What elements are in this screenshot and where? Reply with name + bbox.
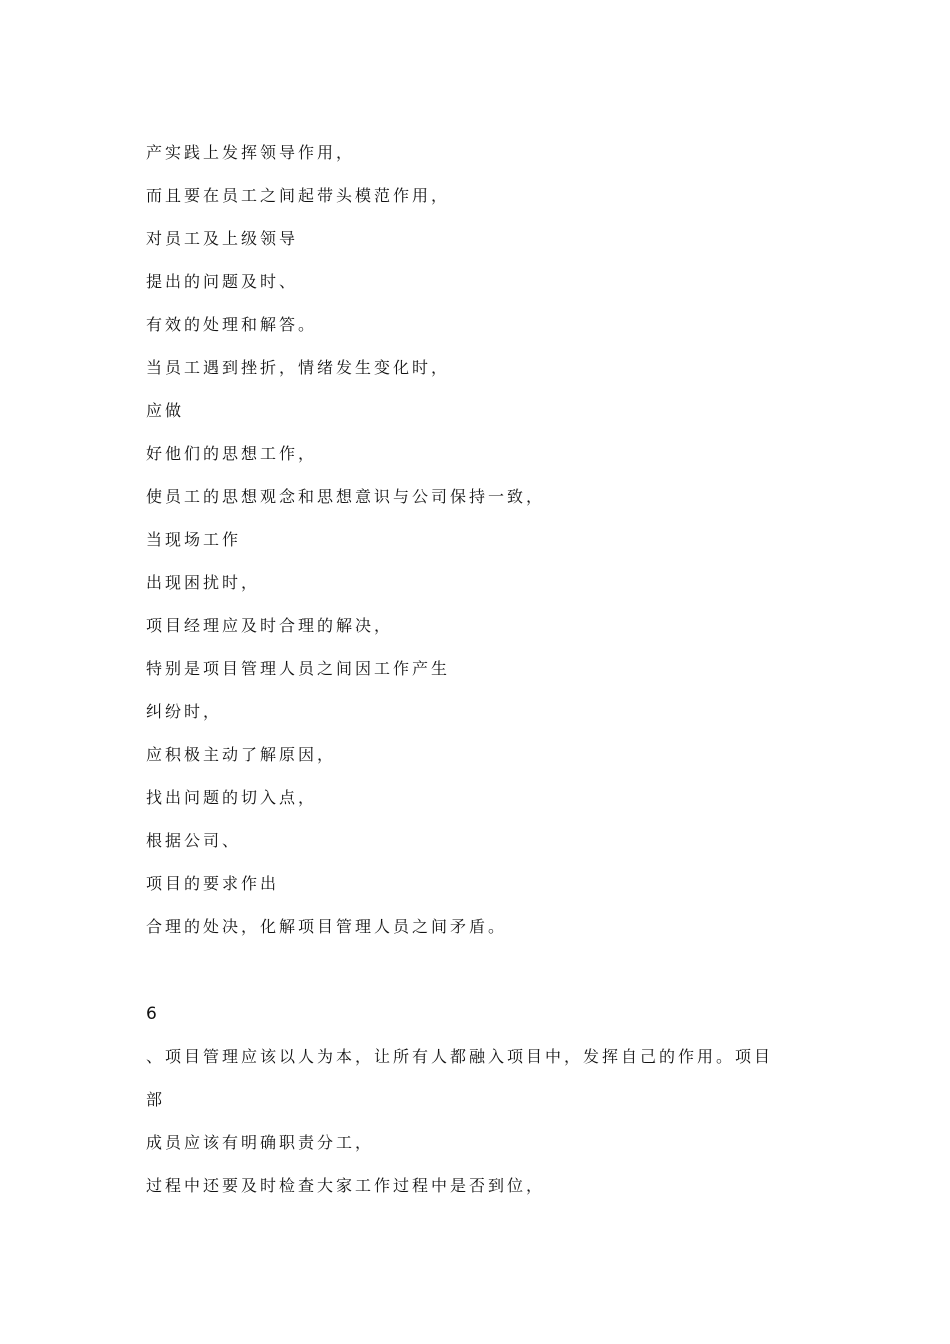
text-line: 使员工的思想观念和思想意识与公司保持一致， (146, 487, 546, 506)
text-line: 根据公司、 (146, 831, 242, 850)
text-line: 对员工及上级领导 (146, 229, 299, 248)
text-line: 当员工遇到挫折，情绪发生变化时， (146, 358, 451, 377)
text-line: 找出问题的切入点， (146, 788, 318, 807)
section-text-line: 部 (146, 1090, 166, 1109)
section-number: 6 (146, 1004, 157, 1024)
text-line: 合理的处决，化解项目管理人员之间矛盾。 (146, 917, 508, 936)
text-line: 而且要在员工之间起带头模范作用， (146, 186, 451, 205)
text-line: 特别是项目管理人员之间因工作产生 (146, 659, 451, 678)
text-line: 纠纷时， (146, 702, 223, 721)
text-line: 出现困扰时， (146, 573, 261, 592)
section-text-line: 、项目管理应该以人为本，让所有人都融入项目中，发挥自己的作用。项目 (146, 1047, 774, 1066)
section-text-line: 过程中还要及时检查大家工作过程中是否到位， (146, 1176, 546, 1195)
section-text-line: 成员应该有明确职责分工， (146, 1133, 375, 1152)
text-line: 项目的要求作出 (146, 874, 280, 893)
text-line: 好他们的思想工作， (146, 444, 318, 463)
text-line: 提出的问题及时、 (146, 272, 299, 291)
text-line: 项目经理应及时合理的解决， (146, 616, 394, 635)
text-line: 当现场工作 (146, 530, 242, 549)
text-line: 应做 (146, 401, 185, 420)
text-line: 应积极主动了解原因， (146, 745, 337, 764)
text-line: 产实践上发挥领导作用， (146, 143, 356, 162)
text-line: 有效的处理和解答。 (146, 315, 318, 334)
